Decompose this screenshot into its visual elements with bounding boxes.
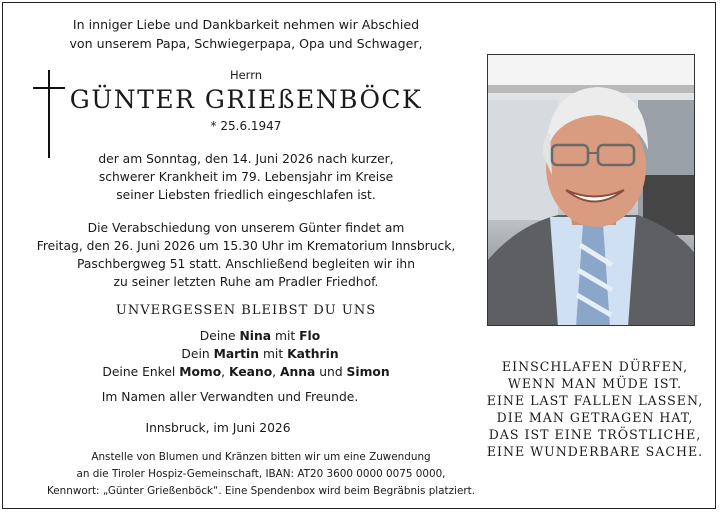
- quote-line: EINE WUNDERBARE SACHE.: [486, 444, 704, 459]
- passing-line: der am Sonntag, den 14. Juni 2026 nach kurzer,: [98, 152, 394, 166]
- intro-line: von unserem Papa, Schwiegerpapa, Opa und Schwager,: [69, 36, 423, 51]
- quote-line: DIE MAN GETRAGEN HAT,: [496, 410, 694, 425]
- text: Deine: [199, 329, 240, 343]
- text: mit: [259, 347, 288, 361]
- family-name: Martin: [213, 347, 260, 361]
- family-name: Nina: [239, 329, 272, 343]
- farewell-line: zu seiner letzten Ruhe am Pradler Friedhof.: [113, 275, 379, 289]
- quote-line: WENN MAN MÜDE IST.: [507, 376, 683, 391]
- quote-line: EINSCHLAFEN DÜRFEN,: [501, 359, 689, 374]
- portrait-illustration: [488, 55, 695, 326]
- family-name: Flo: [299, 329, 321, 343]
- donation-line: an die Tiroler Hospiz-Gemeinschaft, IBAN: AT20 3600 0000 0075 0000,: [76, 468, 446, 480]
- intro-line: In inniger Liebe und Dankbarkeit nehmen wir Abschied: [72, 17, 420, 32]
- donation-line: Anstelle von Blumen und Kränzen bitten wir um eine Zuwendung: [91, 451, 431, 463]
- passing-line: seiner Liebsten friedlich eingeschlafen ist.: [116, 188, 376, 202]
- family-line-2: [181, 345, 338, 363]
- family-name: Momo: [179, 365, 222, 379]
- family-name: Keano: [229, 365, 273, 379]
- deceased-name: GÜNTER GRIEßENBÖCK: [69, 85, 423, 114]
- motto: UNVERGESSEN BLEIBST DU UNS: [115, 303, 377, 318]
- text: und: [315, 365, 347, 379]
- portrait-photo: [487, 54, 695, 326]
- family-line-1: [200, 327, 320, 345]
- family-name: Simon: [346, 365, 390, 379]
- family-name: Anna: [279, 365, 316, 379]
- place-date: Innsbruck, im Juni 2026: [145, 421, 291, 435]
- quote-line: DAS IST EINE TRÖSTLICHE,: [488, 427, 702, 442]
- quote-line: EINE LAST FALLEN LASSEN,: [486, 393, 704, 408]
- donation-line: Kennwort: „Günter Grießenböck“. Eine Spendenbox wird beim Begräbnis platziert.: [46, 485, 476, 497]
- salutation: Herrn: [229, 68, 263, 82]
- text: Dein: [181, 347, 214, 361]
- text: ,: [221, 365, 230, 379]
- farewell-line: Die Verabschiedung von unserem Günter findet am: [87, 221, 405, 235]
- family-name: Kathrin: [287, 347, 339, 361]
- family-line-3: [102, 363, 389, 381]
- birth-date: * 25.6.1947: [210, 119, 282, 133]
- passing-line: schwerer Krankheit im 79. Lebensjahr im Kreise: [98, 170, 394, 184]
- text: mit: [271, 329, 300, 343]
- text: Deine Enkel: [102, 365, 180, 379]
- farewell-line: Freitag, den 26. Juni 2026 um 15.30 Uhr im Krematorium Innsbruck,: [36, 239, 456, 253]
- farewell-line: Paschbergweg 51 statt. Anschließend begleiten wir ihn: [77, 257, 415, 271]
- relatives-line: Im Namen aller Verwandten und Freunde.: [101, 390, 359, 404]
- text: ,: [272, 365, 280, 379]
